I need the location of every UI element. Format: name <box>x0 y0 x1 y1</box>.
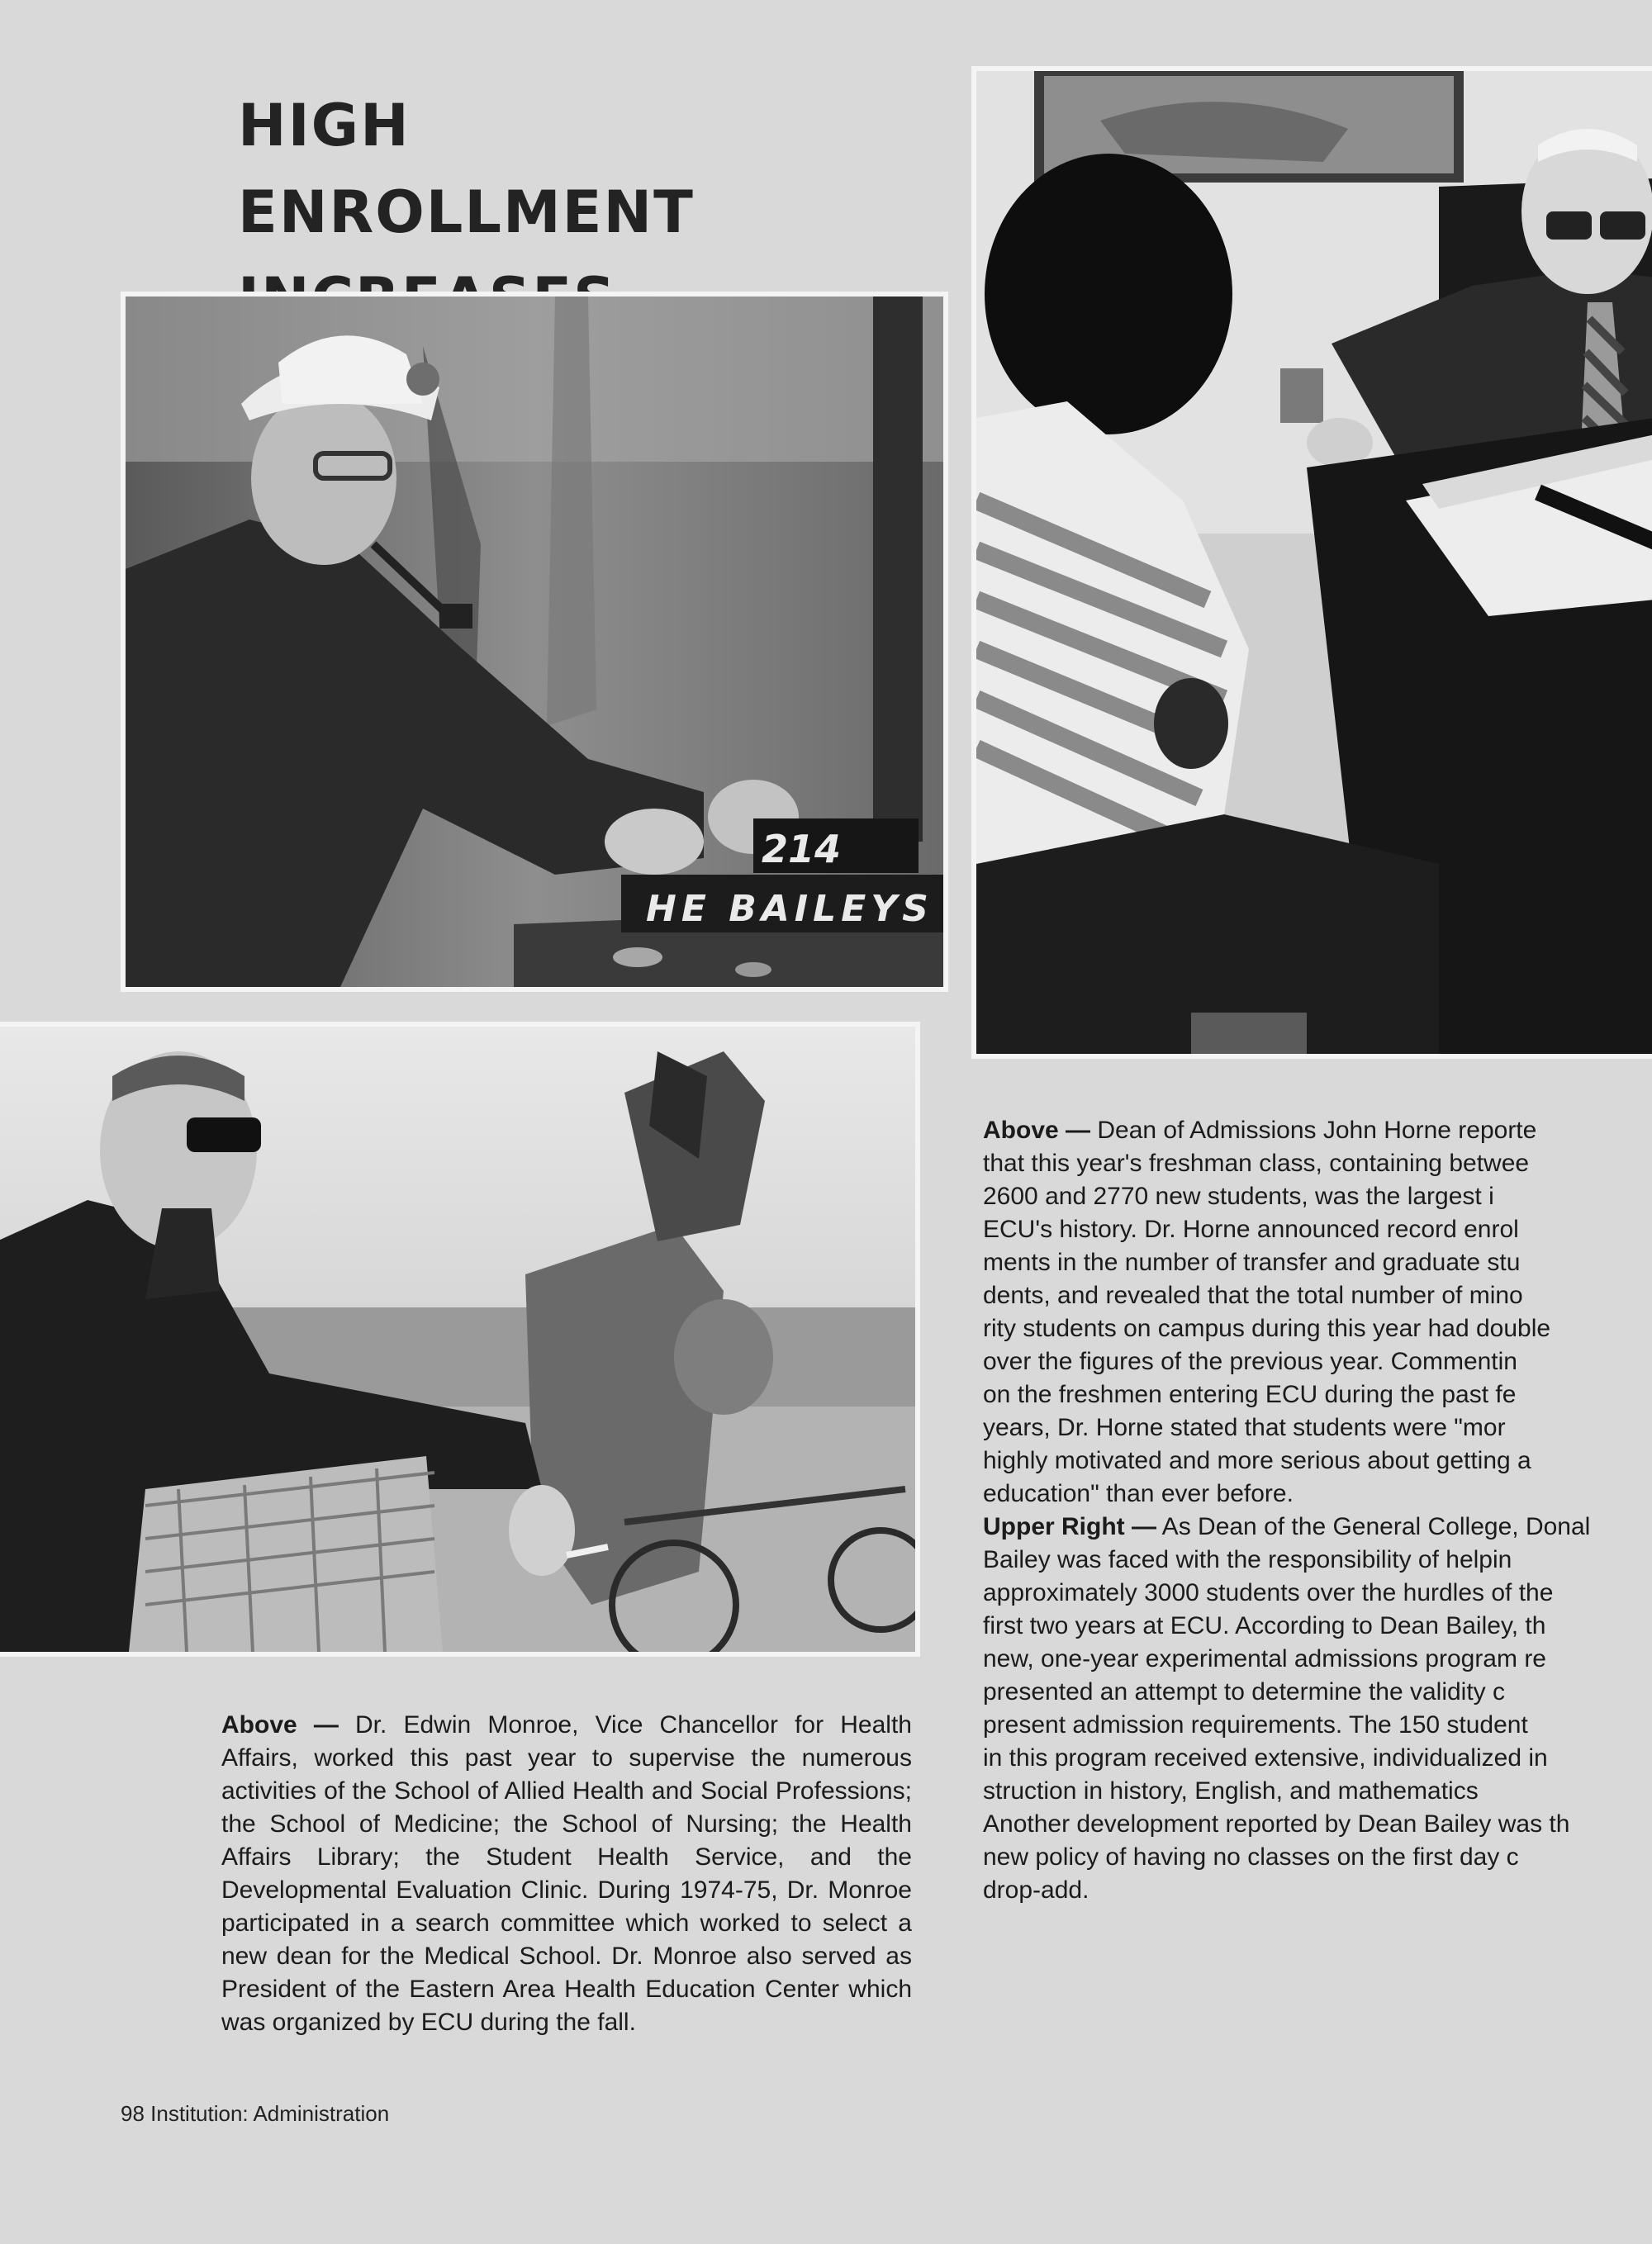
photo-golf-illustration <box>0 1027 915 1652</box>
caption-line: struction in history, English, and mathematics <box>983 1777 1479 1805</box>
caption-line: dents, and revealed that the total number of mino <box>983 1282 1523 1309</box>
caption-line: presented an attempt to determine the validity c <box>983 1678 1506 1706</box>
caption-line: ECU's history. Dr. Horne announced record enrol <box>983 1216 1519 1243</box>
caption-monroe-text: Dr. Edwin Monroe, Vice Chancellor for Health Affairs, worked this past year to supervise the numerous activities of the School of Allied Health and Social Professions; the School of Medicine; the School of Nursing; the Health Affairs Library; the Student Health Service, and the Developmental Evaluation Clinic. During 1974-75, Dr. Monroe participated in a search committee which worked to select a new dean for the Medical School. Dr. Monroe also served as President of the Eastern Area Health Education Center which was organized by ECU during the fall. <box>221 1711 912 2036</box>
caption-monroe <box>221 1709 912 2039</box>
headline-line-1: HIGH ENROLLMENT <box>238 92 695 246</box>
mailbox-number-text: 214 <box>762 827 842 871</box>
page-folio: 98 Institution: Administration <box>121 2101 390 2126</box>
caption-line: in this program received extensive, individualized in <box>983 1744 1548 1772</box>
caption-line: Another development reported by Dean Bailey was th <box>983 1810 1570 1838</box>
caption-line: present admission requirements. The 150 student <box>983 1711 1528 1739</box>
caption-line: 2600 and 2770 new students, was the largest i <box>983 1183 1494 1210</box>
caption-line: over the figures of the previous year. Commentin <box>983 1348 1517 1375</box>
caption-horne-lead: Above — <box>983 1117 1091 1144</box>
caption-line: rity students on campus during this year had double <box>983 1315 1551 1342</box>
caption-bailey-lead: Upper Right — <box>983 1513 1156 1540</box>
caption-line: ments in the number of transfer and graduate stu <box>983 1249 1521 1276</box>
caption-line: new policy of having no classes on the first day c <box>983 1843 1519 1871</box>
mailbox-name-text: HE BAILEYS <box>646 888 933 930</box>
caption-line: first two years at ECU. According to Dean Bailey, th <box>983 1612 1546 1639</box>
caption-line: As Dean of the General College, Donal <box>1156 1513 1591 1540</box>
caption-line: education" than ever before. <box>983 1480 1294 1507</box>
photo-dean-office <box>971 66 1652 1059</box>
caption-line: drop-add. <box>983 1876 1089 1904</box>
caption-line: on the freshmen entering ECU during the past fe <box>983 1381 1517 1408</box>
caption-line: Dean of Admissions John Horne reporte <box>1090 1117 1537 1144</box>
photo-mailbox-man <box>121 292 948 992</box>
caption-horne-bailey <box>983 1114 1652 1907</box>
caption-line: highly motivated and more serious about getting a <box>983 1447 1531 1474</box>
caption-line: that this year's freshman class, containing betwee <box>983 1150 1530 1177</box>
caption-line: years, Dr. Horne stated that students were "mor <box>983 1414 1506 1441</box>
caption-line: approximately 3000 students over the hurdles of the <box>983 1579 1554 1606</box>
caption-horne-paragraph <box>983 1114 1652 1511</box>
caption-line: new, one-year experimental admissions program re <box>983 1645 1546 1672</box>
caption-monroe-lead: Above — <box>221 1711 339 1739</box>
photo-office-illustration <box>976 71 1652 1054</box>
caption-line: Bailey was faced with the responsibility of helpin <box>983 1546 1512 1573</box>
photo-golf-man <box>0 1022 920 1657</box>
caption-bailey-paragraph <box>983 1511 1652 1907</box>
photo-mailbox-illustration <box>126 297 943 987</box>
